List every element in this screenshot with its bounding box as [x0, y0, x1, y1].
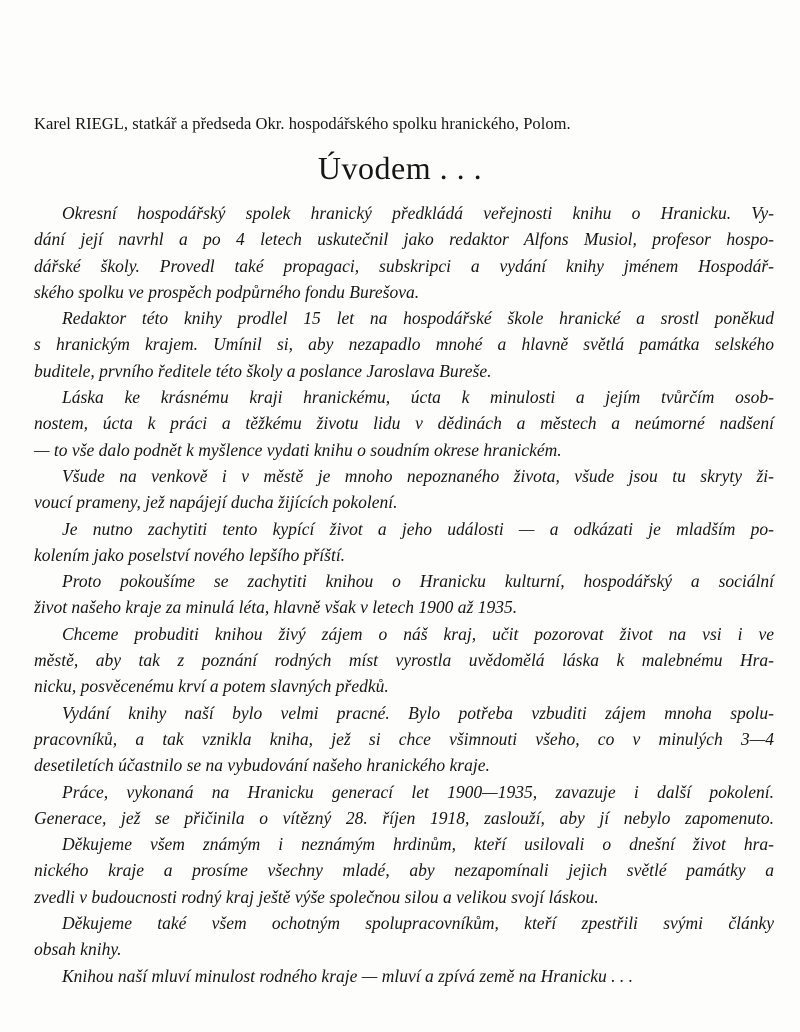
text-line: Všude na venkově i v městě je mnoho nepoznaného života, všude jsou tu skryty ži-	[62, 465, 774, 486]
text-line: ského spolku ve prospěch podpůrného fondu Burešova.	[34, 281, 420, 302]
text-line: nostem, úcta k práci a těžkému životu lidu v dědinách a městech a neúmorné nadšení	[34, 413, 774, 434]
text-line: dářské školy. Provedl také propagaci, subskripci a vydání knihy jménem Hospodář-	[34, 255, 774, 276]
body-text	[34, 200, 774, 989]
text-line: nicku, posvěcenému krví a potem slavných předků.	[34, 676, 389, 697]
text-line: Je nutno zachytiti tento kypící život a jeho události — a odkázati je mladším po-	[62, 518, 774, 539]
text-line: Proto pokoušíme se zachytiti knihou o Hranicku kulturní, hospodářský a sociální	[62, 571, 774, 592]
text-line: s hranickým krajem. Umínil si, aby nezapadlo mnohé a hlavně světlá památka selského	[34, 334, 774, 355]
text-line: Okresní hospodářský spolek hranický předkládá veřejnosti knihu o Hranicku. Vy-	[62, 203, 774, 223]
text-line: Chceme probuditi knihou živý zájem o náš kraj, učit pozorovat život na vsi i ve	[62, 623, 774, 644]
text-line: Děkujeme všem známým i neznámým hrdinům, kteří usilovali o dnešní život hra-	[62, 834, 774, 855]
text-line: pracovníků, a tak vznikla kniha, jež si chce všimnouti všeho, co v minulých 3—4	[34, 728, 774, 749]
text-line: Vydání knihy naší bylo velmi pracné. Bylo potřeba vzbuditi zájem mnoha spolu-	[62, 702, 774, 723]
text-line: desetiletích účastnilo se na vybudování našeho hranického kraje.	[34, 755, 490, 776]
text-line: Redaktor této knihy prodlel 15 let na hospodářské škole hranické a srostl poněkud	[62, 308, 774, 329]
text-line: život našeho kraje za minulá léta, hlavně však v letech 1900 až 1935.	[34, 597, 518, 618]
page-title: Úvodem . . .	[317, 150, 483, 186]
text-line: voucí prameny, jež napájejí ducha žijících pokolení.	[34, 492, 398, 513]
text-line: — to vše dalo podnět k myšlence vydati knihu o soudním okrese hranickém.	[34, 439, 562, 460]
text-line: Práce, vykonaná na Hranicku generací let 1900—1935, zavazuje i další pokolení.	[62, 781, 774, 802]
text-line: dání její navrhl a po 4 letech uskutečnil jako redaktor Alfons Musiol, profesor hospo-	[34, 229, 774, 250]
text-line: Knihou naší mluví minulost rodného kraje — mluví a zpívá země na Hranicku . . .	[62, 965, 633, 986]
text-line: městě, aby tak z poznání rodných míst vyrostla uvědomělá láska k malebnému Hra-	[34, 650, 774, 671]
author-byline: Karel RIEGL, statkář a předseda Okr. hospodářského spolku hranického, Polom.	[34, 114, 571, 133]
text-line: nického kraje a prosíme všechny mladé, aby nezapomínali jejich světlé památky a	[34, 860, 774, 881]
text-line: Generace, jež se přičinila o vítězný 28. říjen 1918, zaslouží, aby jí nebylo zapomenuto.	[34, 807, 774, 828]
text-line: buditele, prvního ředitele této školy a poslance Jaroslava Bureše.	[34, 360, 492, 381]
text-line: kolením jako poselství nového lepšího příští.	[34, 544, 346, 565]
text-line: Láska ke krásnému kraji hranickému, úcta k minulosti a jejím tvůrčím osob-	[62, 387, 774, 408]
text-line: obsah knihy.	[34, 939, 122, 960]
text-line: Děkujeme také všem ochotným spolupracovníkům, kteří zpestřili svými články	[62, 913, 774, 934]
text-line: zvedli v budoucnosti rodný kraj ještě výše společnou silou a velikou svojí láskou.	[34, 886, 599, 907]
